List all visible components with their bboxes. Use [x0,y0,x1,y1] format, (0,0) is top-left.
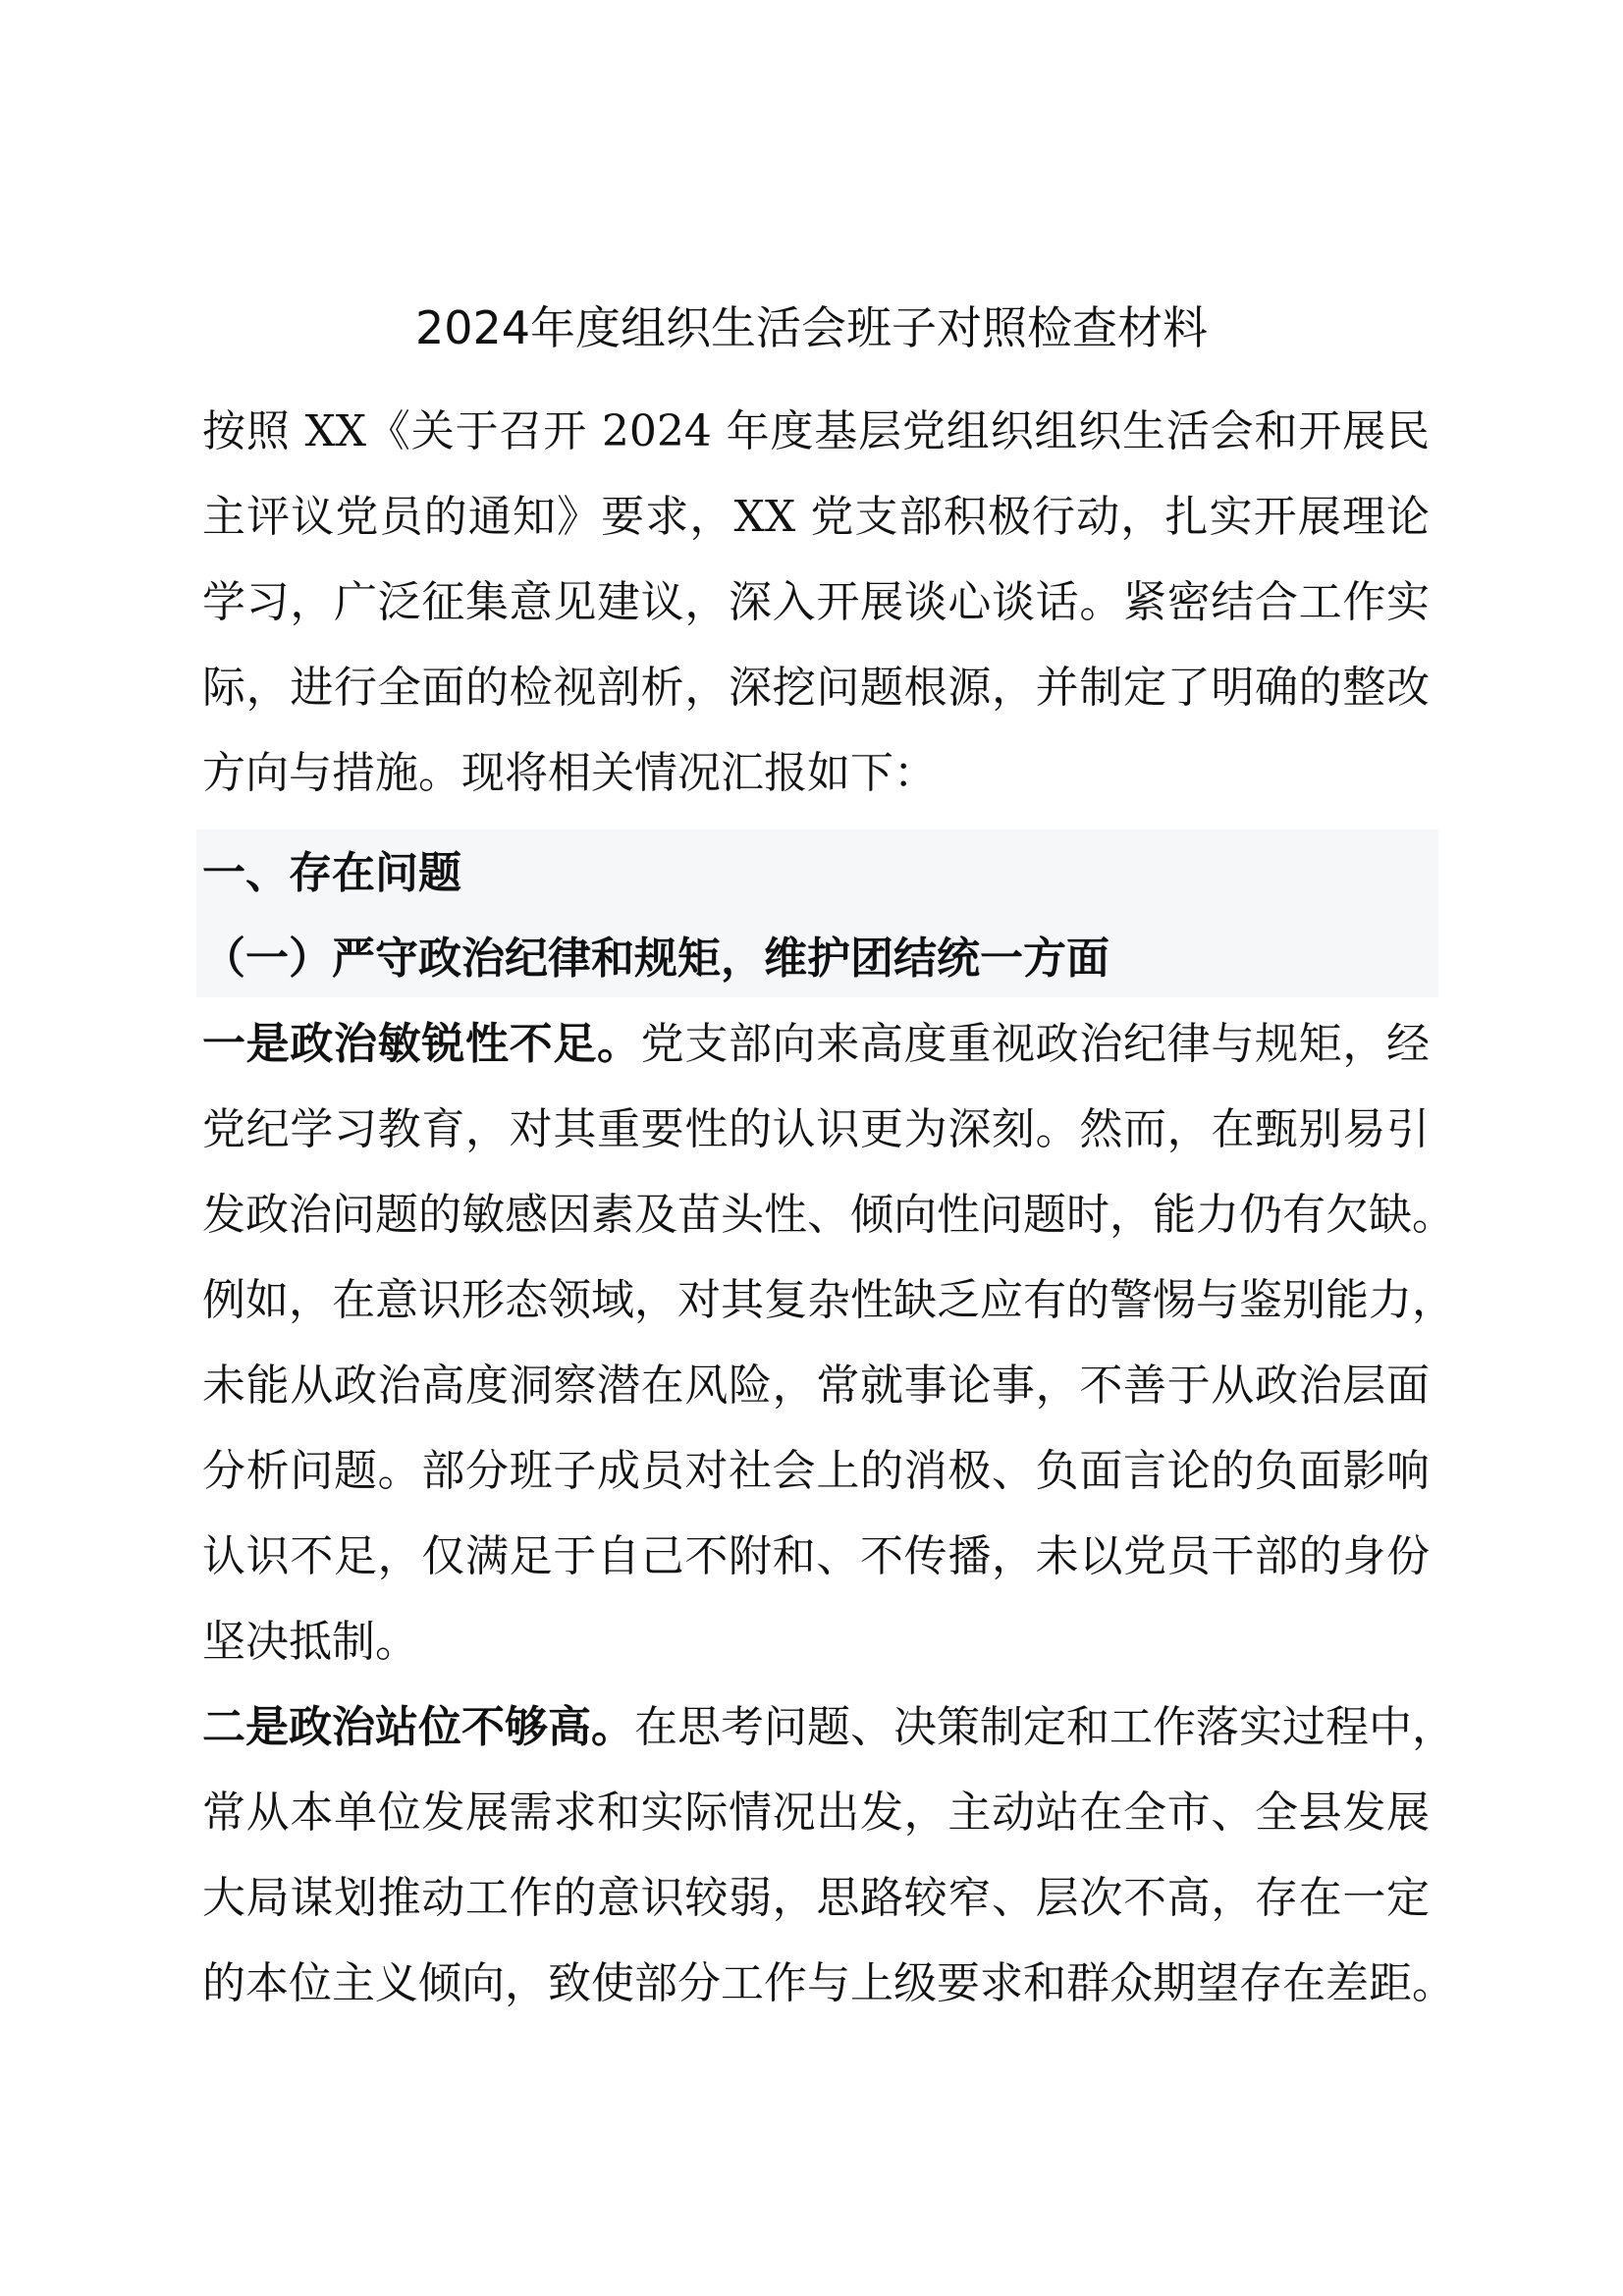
text-line: 方向与措施。现将相关情况汇报如下： [202,748,937,798]
document-title: 2024年度组织生活会班子对照检查材料 [414,301,1209,354]
text-line: 学习，广泛征集意见建议，深入开展谈心谈话。紧密结合工作实 [202,577,1430,627]
text-line: 分析问题。部分班子成员对社会上的消极、负面言论的负面影响 [202,1446,1430,1496]
text-line: 未能从政治高度洞察潜在风险，常就事论事，不善于从政治层面 [202,1361,1430,1411]
paragraph-first-line [202,1684,1455,1770]
text-span: 在思考问题、决策制定和工作落实过程中， [634,1702,1455,1752]
text-line: 主评议党员的通知》要求，XX 党支部积极行动，扎实开展理论 [202,492,1430,542]
text-line: 际，进行全面的检视剖析，深挖问题根源，并制定了明确的整改 [202,663,1430,713]
paragraph-first-line [202,1001,1430,1087]
paragraph-lead: 二是政治站位不够高。 [202,1702,634,1752]
subsection-heading: （一）严守政治纪律和规矩，维护团结统一方面 [202,934,1109,984]
text-span: 党支部向来高度重视政治纪律与规矩，经 [640,1019,1431,1069]
body-text [202,1001,1455,2026]
text-line: 党纪学习教育，对其重要性的认识更为深刻。然而，在甄别易引 [202,1104,1430,1154]
intro-paragraph [202,389,1430,816]
text-line: 例如，在意识形态领域，对其复杂性缺乏应有的警惕与鉴别能力， [202,1275,1455,1325]
text-line: 大局谋划推动工作的意识较弱，思路较窄、层次不高，存在一定 [202,1873,1430,1923]
section-headings [202,830,1430,1001]
paragraph-lead: 一是政治敏锐性不足。 [202,1019,641,1069]
section-heading: 一、存在问题 [202,848,461,898]
text-line: 按照 XX《关于召开 2024 年度基层党组织组织生活会和开展民 [202,406,1430,456]
text-line: 认识不足，仅满足于自己不附和、不传播，未以党员干部的身份 [202,1531,1430,1581]
text-line: 坚决抵制。 [202,1617,418,1667]
text-line: 发政治问题的敏感因素及苗头性、倾向性问题时，能力仍有欠缺。 [202,1190,1455,1240]
text-line: 的本位主义倾向，致使部分工作与上级要求和群众期望存在差距。 [202,1958,1455,2008]
text-line: 常从本单位发展需求和实际情况出发，主动站在全市、全县发展 [202,1788,1430,1838]
